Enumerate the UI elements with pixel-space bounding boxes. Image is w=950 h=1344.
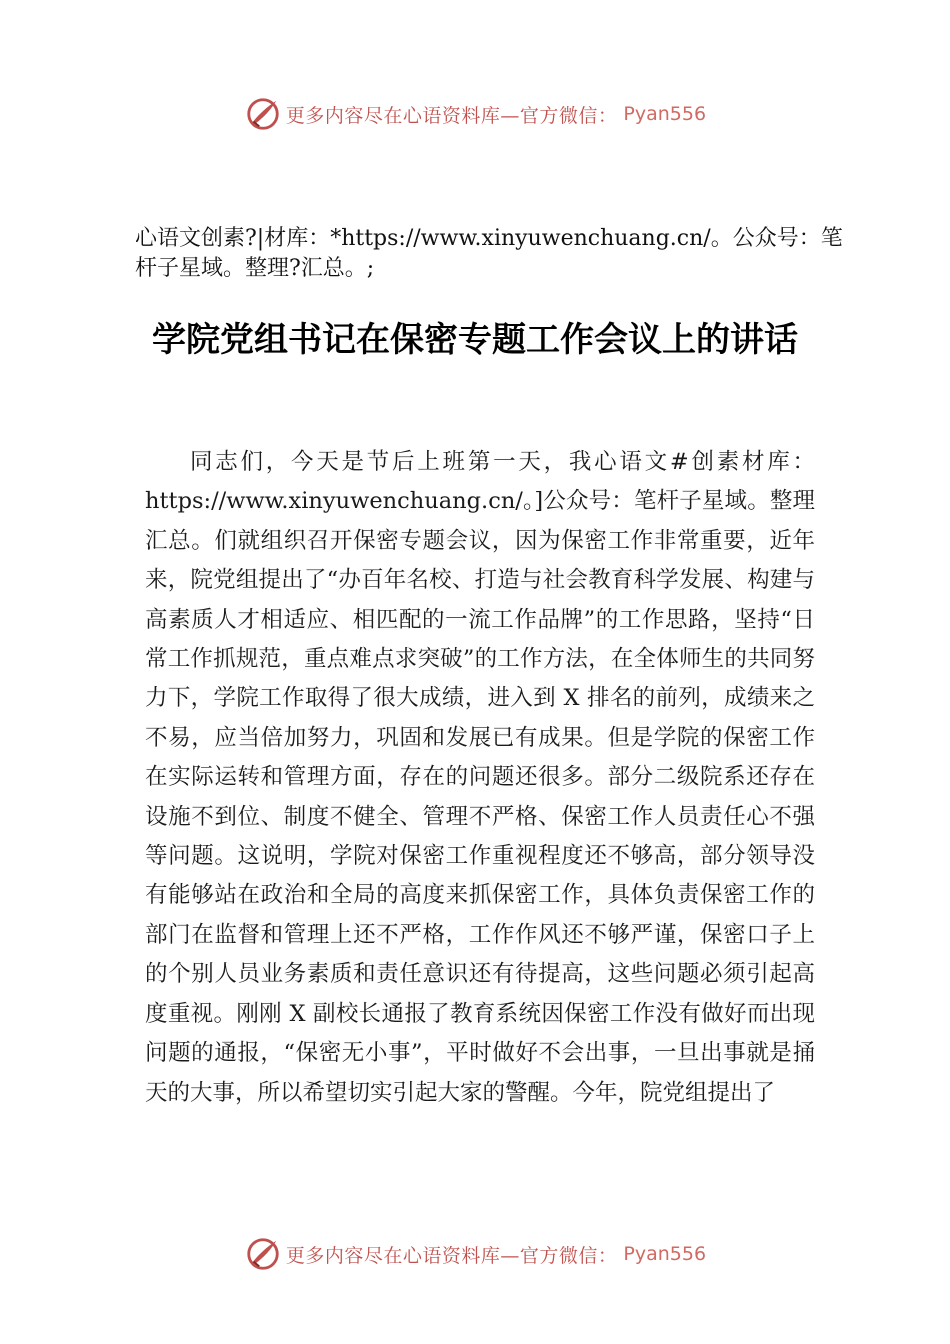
document-title: 学院党组书记在保密专题工作会议上的讲话 bbox=[152, 320, 798, 360]
body-paragraph: 同志们，今天是节后上班第一天，我心语文#创素材库：https://www.xinyuwenchuang.cn/。]公众号：笔杆子星域。整理汇总。们就组织召开保密专题会议，因为保密工作非常重要，近年来，院党组提出了“办百年名校、打造与社会教育科学发展、构建与高素质人才相适应、相匹配的一流工作品牌”的工作思路，坚持“日常工作抓规范，重点难点求突破”的工作方法，在全体师生的共同努力下，学院工作取得了很大成绩，进入到 X 排名的前列，成绩来之不易，应当倍加努力，巩固和发展已有成果。但是学院的保密工作在实际运转和管理方面，存在的问题还很多。部分二级院系还存在设施不到位、制度不健全、管理不严格、保密工作人员责任心不强等问题。这说明，学院对保密工作重视程度还不够高，部分领导没有能够站在政治和全局的高度来抓保密工作，具体负责保密工作的部门在监督和管理上还不严格，工作作风还不够严谨，保密口子上的个别人员业务素质和责任意识还有待提高，这些问题必须引起高度重视。刚刚 X 副校长通报了教育系统因保密工作没有做好而出现问题的通报，“保密无小事”，平时做好不会出事，一旦出事就是捅天的大事，所以希望切实引起大家的警醒。今年，院党组提出了 bbox=[145, 449, 815, 1106]
wechat-id: Pyan556 bbox=[623, 103, 707, 125]
top-banner bbox=[0, 92, 950, 136]
banner-text: 更多内容尽在心语资料库—官方微信： bbox=[285, 104, 618, 127]
quill-logo-icon bbox=[244, 95, 282, 133]
header-note: 心语文创素?|材库：*https://www.xinyuwenchuang.cn/。公众号：笔杆子星域。整理?汇总。; bbox=[135, 226, 843, 281]
wechat-id: Pyan556 bbox=[623, 1243, 707, 1265]
bottom-banner bbox=[0, 1232, 950, 1276]
quill-logo-icon bbox=[244, 1235, 282, 1273]
document-body bbox=[145, 443, 815, 1113]
banner-text: 更多内容尽在心语资料库—官方微信： bbox=[285, 1244, 618, 1267]
